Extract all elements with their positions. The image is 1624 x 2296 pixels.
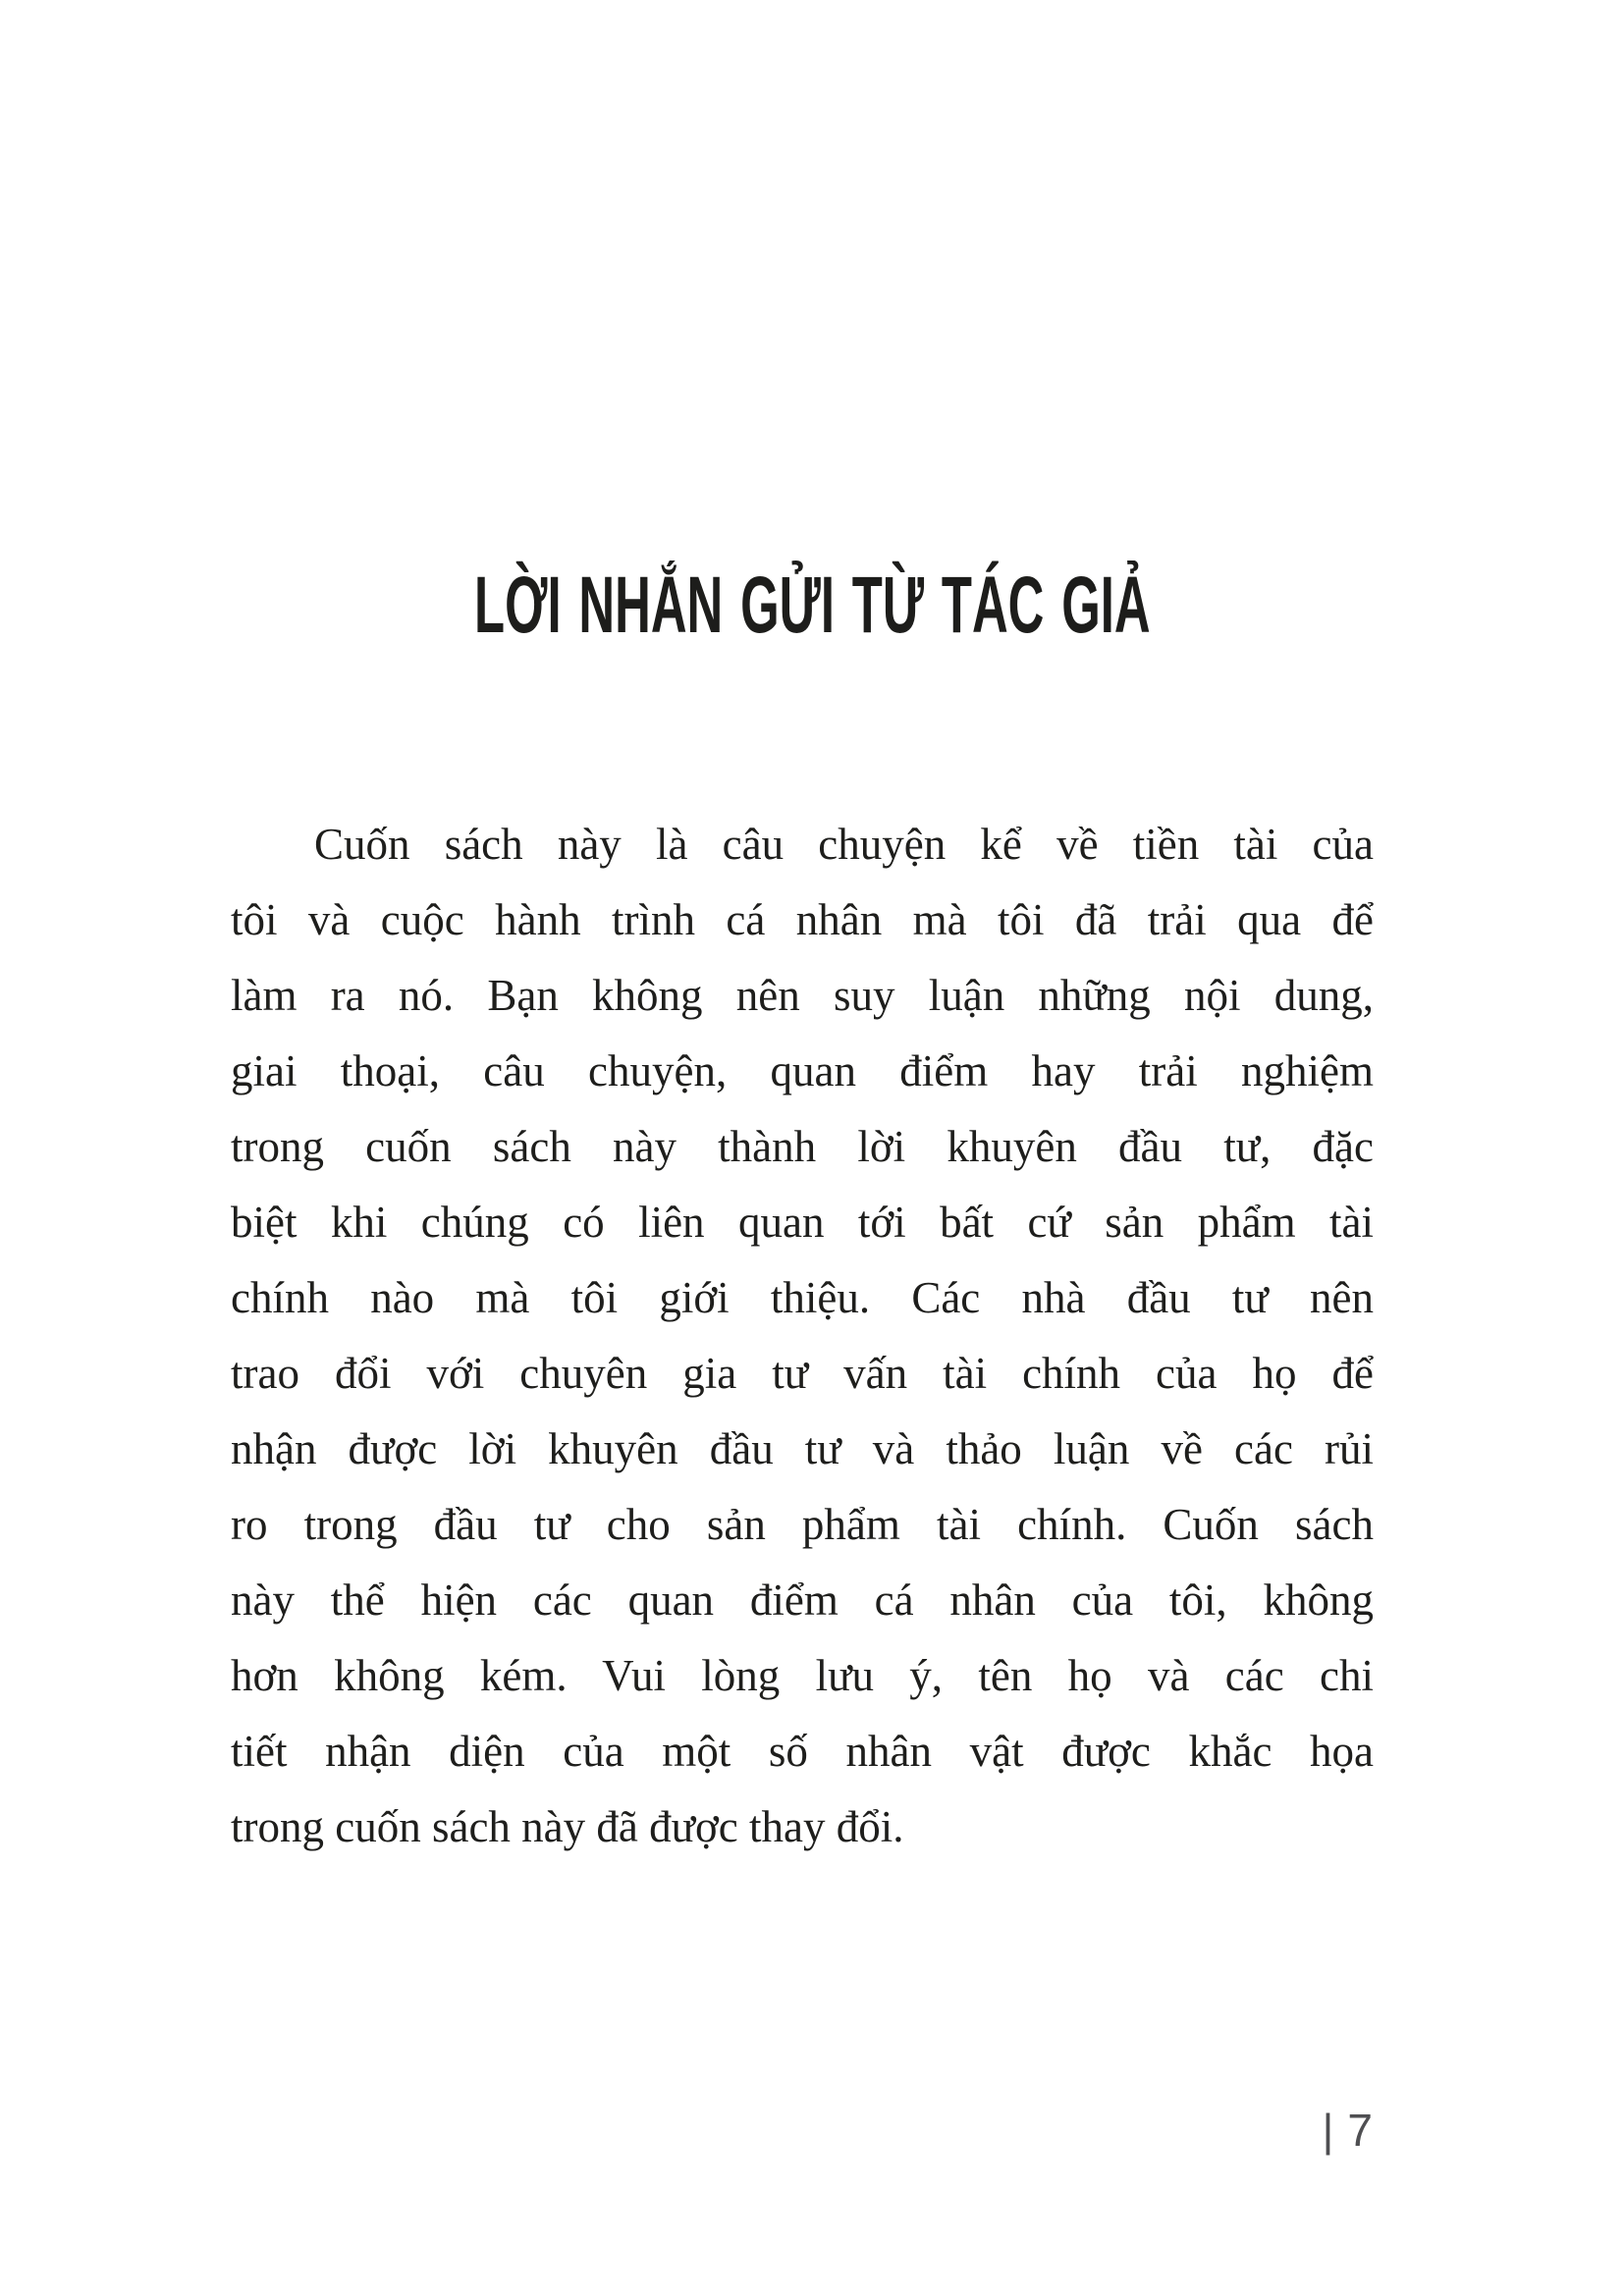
page-number <box>1322 2105 1373 2156</box>
paragraph-line: này thể hiện các quan điểm cá nhân của tôi, không <box>231 1575 1374 1625</box>
paragraph-line: biệt khi chúng có liên quan tới bất cứ sản phẩm tài <box>231 1198 1374 1247</box>
paragraph-line: giai thoại, câu chuyện, quan điểm hay trải nghiệm <box>231 1046 1374 1095</box>
paragraph-line: nhận được lời khuyên đầu tư và thảo luận về các rủi <box>231 1424 1374 1473</box>
chapter-title <box>0 561 1624 650</box>
paragraph-line: trong cuốn sách này đã được thay đổi. <box>231 1802 904 1851</box>
paragraph-line: tiết nhận diện của một số nhân vật được khắc họa <box>231 1727 1374 1776</box>
paragraph-line: trong cuốn sách này thành lời khuyên đầu tư, đặc <box>231 1122 1374 1171</box>
paragraph-line: Cuốn sách này là câu chuyện kể về tiền tài của <box>314 820 1374 869</box>
chapter-title-text: LỜI NHẮN GỬI TỪ TÁC GIẢ <box>473 561 1151 650</box>
author-note-paragraph <box>231 807 1374 1865</box>
paragraph-line: chính nào mà tôi giới thiệu. Các nhà đầu tư nên <box>231 1273 1374 1322</box>
paragraph-line: tôi và cuộc hành trình cá nhân mà tôi đã trải qua để <box>231 895 1374 944</box>
page-number-separator: | <box>1322 2105 1334 2156</box>
paragraph-line: làm ra nó. Bạn không nên suy luận những nội dung, <box>231 971 1374 1020</box>
paragraph-line: trao đổi với chuyên gia tư vấn tài chính của họ để <box>231 1349 1374 1398</box>
page-number-value: 7 <box>1347 2105 1373 2156</box>
paragraph-line: ro trong đầu tư cho sản phẩm tài chính. Cuốn sách <box>231 1500 1374 1549</box>
paragraph-line: hơn không kém. Vui lòng lưu ý, tên họ và các chi <box>231 1651 1374 1700</box>
